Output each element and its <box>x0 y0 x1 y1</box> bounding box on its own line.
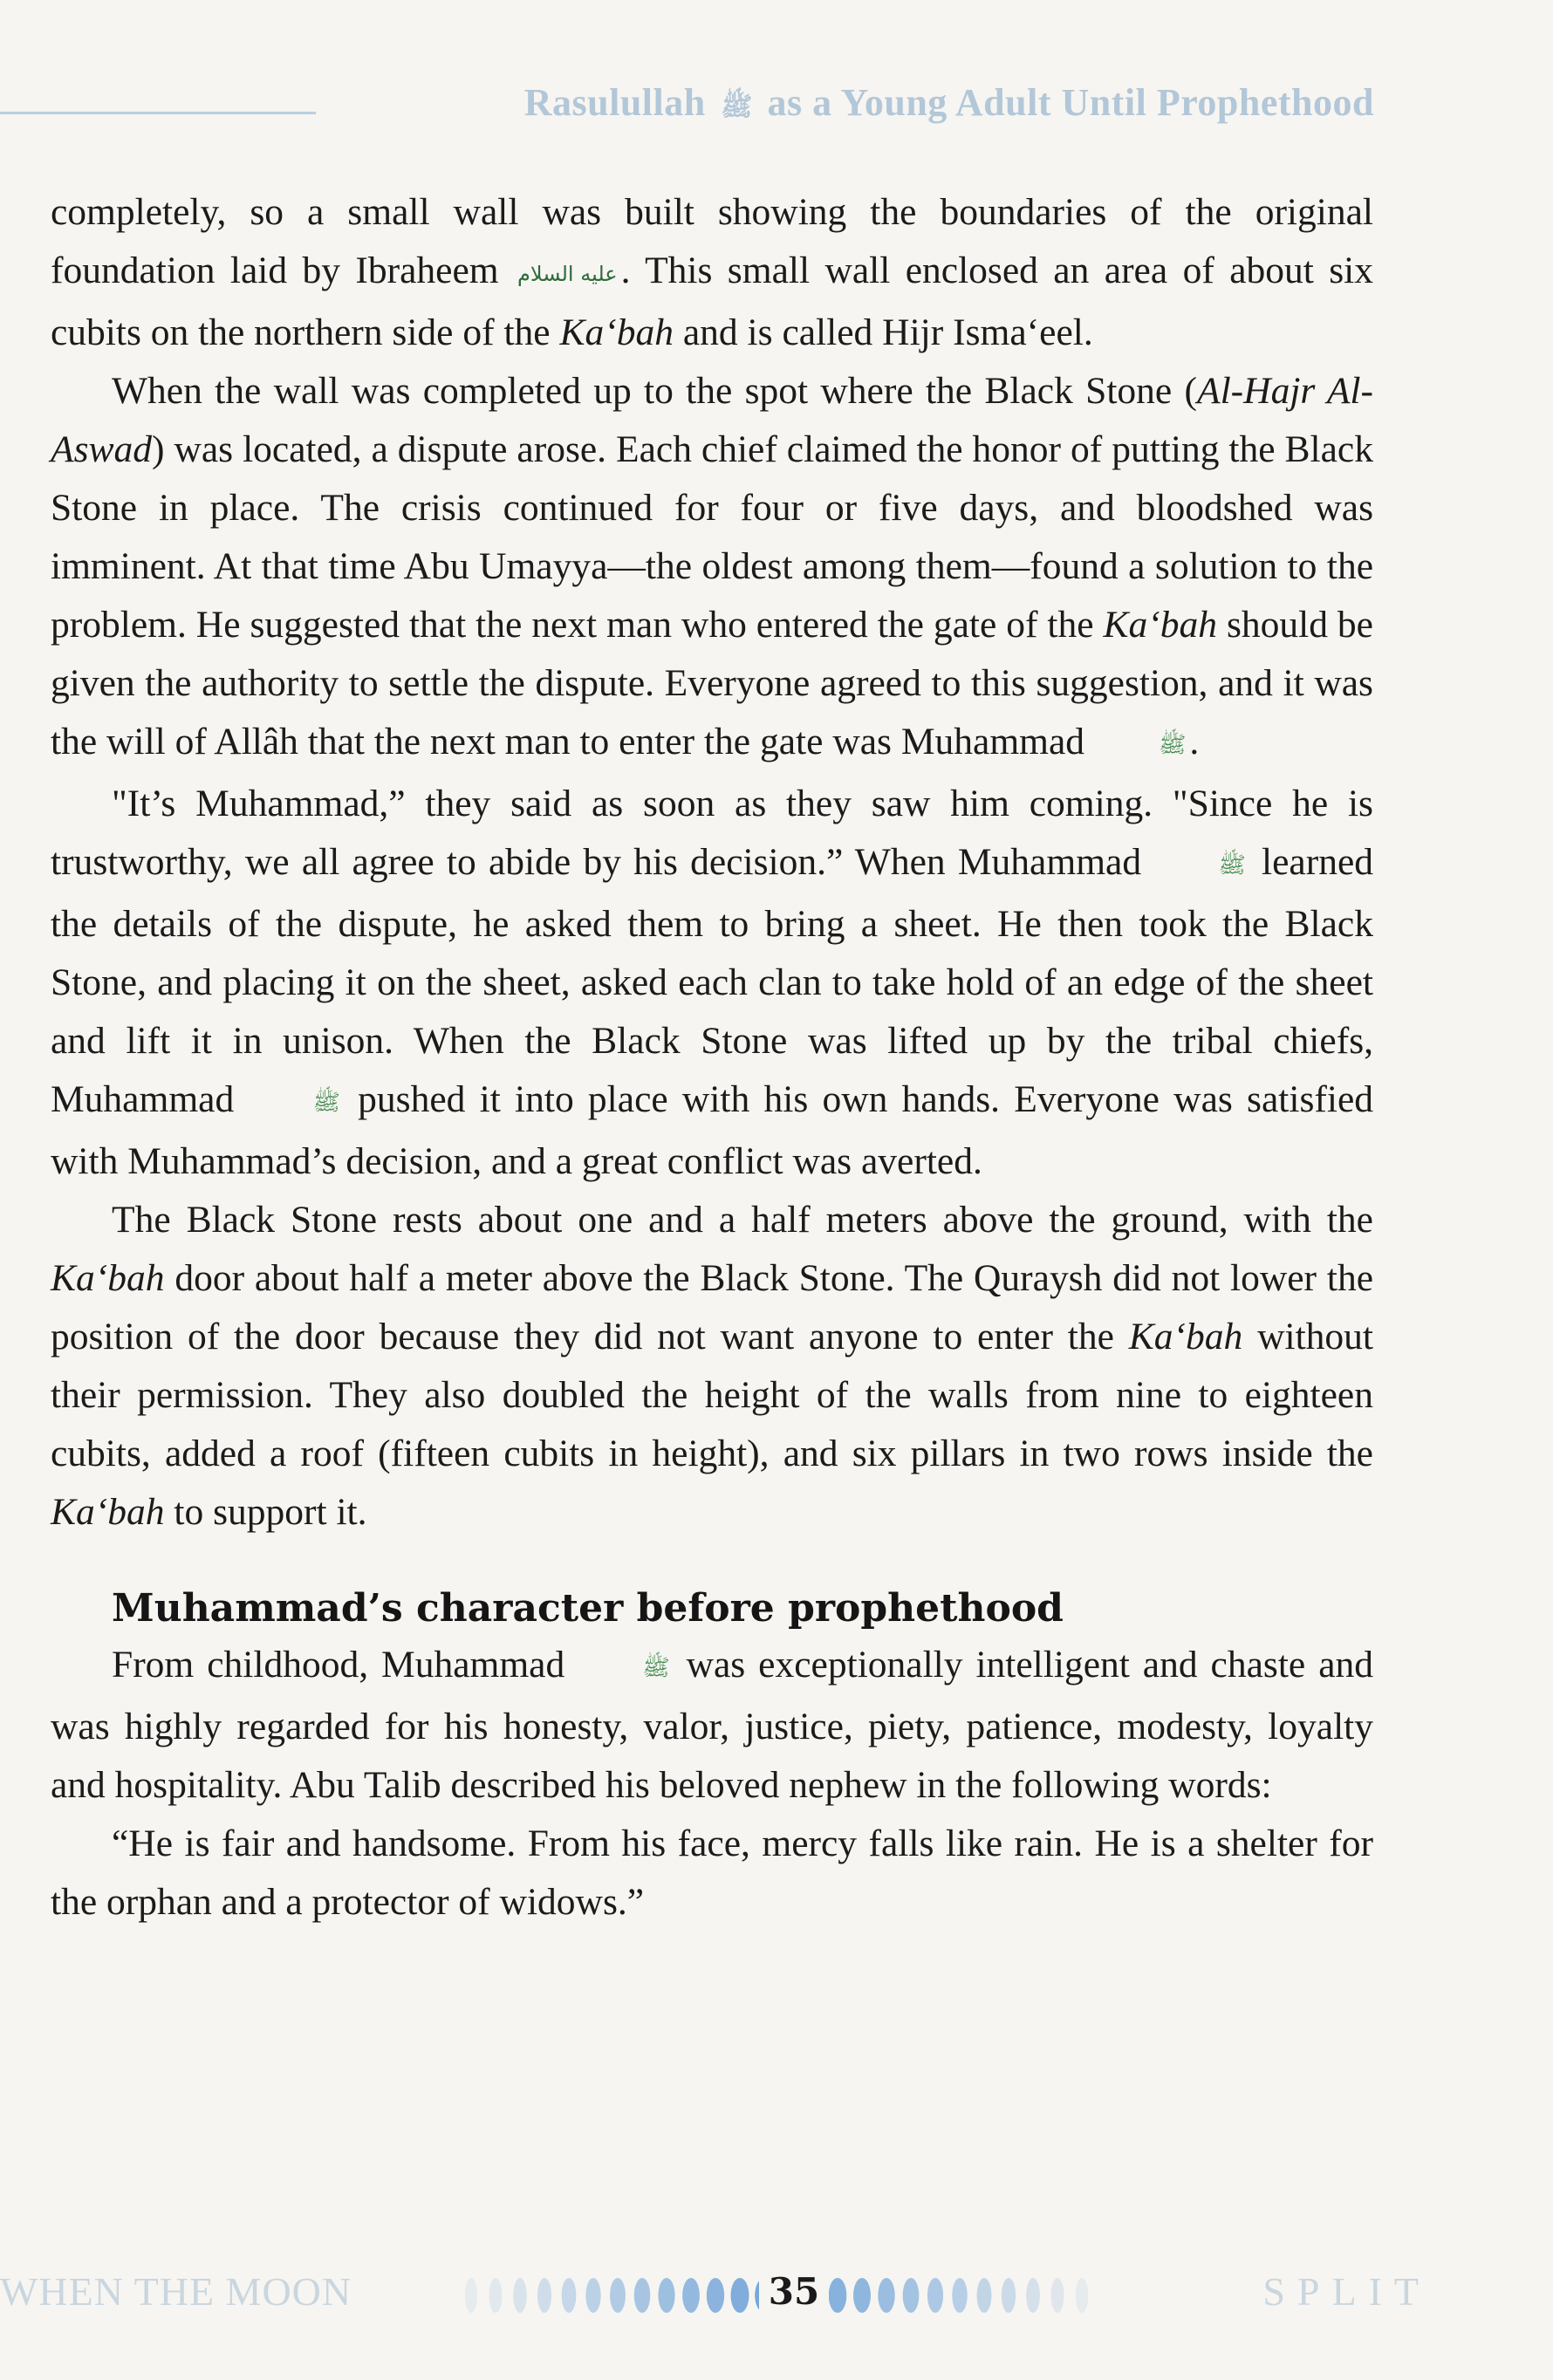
moon-phase-mark <box>927 2278 943 2313</box>
text-run: and is called Hijr Isma‘eel. <box>682 311 1093 353</box>
moon-phase-mark <box>465 2278 477 2313</box>
text-run: learned the details of the dispute, he asked them to bring a sheet. He then took the Black Stone, and placing it on the sheet, asked each clan to take hold of an edge of the sheet and lift it in unison. When the Black Stone was lifted up by the tribal chiefs, Muhammad <box>51 841 1374 1120</box>
italic-term: Al-Hajr Al-Aswad <box>51 370 1373 470</box>
paragraph-5 <box>51 1636 1373 1815</box>
text-run: From childhood, Muhammad <box>112 1644 565 1686</box>
text-run: "It’s Muhammad,” they said as soon as they saw him coming. "Since he is trustworthy, we all agree to abide by his decision.” When Muhammad <box>51 783 1373 883</box>
italic-term: Ka‘bah <box>559 311 674 353</box>
paragraph-1 <box>51 183 1373 362</box>
moon-phase-mark <box>707 2278 724 2313</box>
moon-phase-mark <box>1050 2278 1064 2313</box>
page-number: 35 <box>759 2265 829 2319</box>
text-run: . <box>1189 721 1200 763</box>
moon-phase-mark <box>903 2278 920 2313</box>
moon-phase-mark <box>489 2278 503 2313</box>
moon-phase-mark <box>1076 2278 1088 2313</box>
text-run: ) was located, a dispute arose. Each chief claimed the honor of putting the Black Stone in place. The crisis continued for four or five days, and bloodshed was imminent. At that time Abu Umayya—the oldest among them—found a solution to the problem. He suggested that the next man who entered the gate of the <box>51 428 1373 646</box>
moon-phase-mark <box>977 2278 992 2313</box>
salawat-glyph: ﷺ <box>721 92 753 121</box>
moon-phase-mark <box>658 2278 674 2313</box>
salawat-glyph: ﷺ <box>312 1090 340 1116</box>
moon-phase-mark <box>952 2278 968 2313</box>
moon-phase-mark <box>537 2278 551 2313</box>
chapter-title-end: as a Young Adult Until Prophethood <box>767 81 1374 124</box>
quotation-paragraph: “He is fair and handsome. From his face, mercy falls like rain. He is a shelter for the orphan and a protector of widows.” <box>51 1823 1373 1923</box>
moon-phase-mark <box>610 2278 626 2313</box>
text-run: When the wall was completed up to the spot where the Black Stone ( <box>112 370 1198 412</box>
italic-term: Ka‘bah <box>51 1257 165 1299</box>
text-run: door about half a meter above the Black Stone. The Quraysh did not lower the position of the door because they did not want anyone to enter the <box>51 1257 1374 1358</box>
text-run: completely, so a small wall was built showing the boundaries of the original foundation laid by Ibraheem <box>51 191 1373 291</box>
text-run: should be given the authority to settle the dispute. Everyone agreed to this suggestion, and it was the will of Allâh that the next man to enter the gate was Muhammad <box>51 604 1373 763</box>
moon-phase-mark <box>513 2278 526 2313</box>
paragraph-3 <box>51 775 1373 1191</box>
text-run: pushed it into place with his own hands. Everyone was satisfied with Muhammad’s decision, and a great conflict was averted. <box>51 1078 1374 1182</box>
italic-term: Ka‘bah <box>51 1491 165 1533</box>
paragraph-4 <box>51 1191 1373 1542</box>
running-header <box>0 77 1553 129</box>
text-run: . This small wall enclosed an area of about six cubits on the northern side of the <box>51 250 1373 353</box>
text-run: The Black Stone rests about one and a half meters above the ground, with the <box>112 1199 1373 1241</box>
header-rule <box>0 112 316 114</box>
salawat-glyph: ﷺ <box>1218 852 1246 879</box>
moon-phase-mark <box>731 2278 749 2313</box>
moon-phase-mark <box>878 2278 894 2313</box>
chapter-title-start: Rasulullah <box>523 81 706 124</box>
alayhis-salam-glyph: عليه السلام <box>517 262 618 286</box>
italic-term: Ka‘bah <box>1103 604 1218 646</box>
moon-phase-mark <box>634 2278 651 2313</box>
book-title-left: WHEN THE MOON <box>0 2269 352 2314</box>
italic-term: Ka‘bah <box>1128 1316 1243 1358</box>
chapter-title <box>524 80 1374 128</box>
text-run: was exceptionally intelligent and chaste and was highly regarded for his honesty, valor, justice, piety, patience, modesty, loyalty and hospitality. Abu Talib described his beloved nephew in the following words: <box>51 1644 1373 1806</box>
book-title-right: SPLIT <box>1262 2269 1431 2314</box>
paragraph-2 <box>51 362 1373 775</box>
running-footer <box>0 2261 1553 2331</box>
text-run: without their permission. They also doubled the height of the walls from nine to eighteen cubits, added a roof (fifteen cubits in height), and six pillars in two rows inside the <box>51 1316 1374 1474</box>
moon-phase-mark <box>1002 2278 1016 2313</box>
moon-phase-mark <box>853 2278 871 2313</box>
moon-phase-mark <box>829 2278 847 2313</box>
moon-phase-mark <box>585 2278 600 2313</box>
moon-phase-mark <box>1026 2278 1040 2313</box>
text-run: to support it. <box>174 1491 367 1533</box>
body-text <box>51 183 1373 1932</box>
section-heading: Muhammad’s character before prophethood <box>112 1586 1064 1631</box>
salawat-glyph: ﷺ <box>642 1655 670 1681</box>
salawat-glyph: ﷺ <box>1158 732 1187 758</box>
moon-phase-mark <box>682 2278 700 2313</box>
moon-phase-mark <box>562 2278 577 2313</box>
